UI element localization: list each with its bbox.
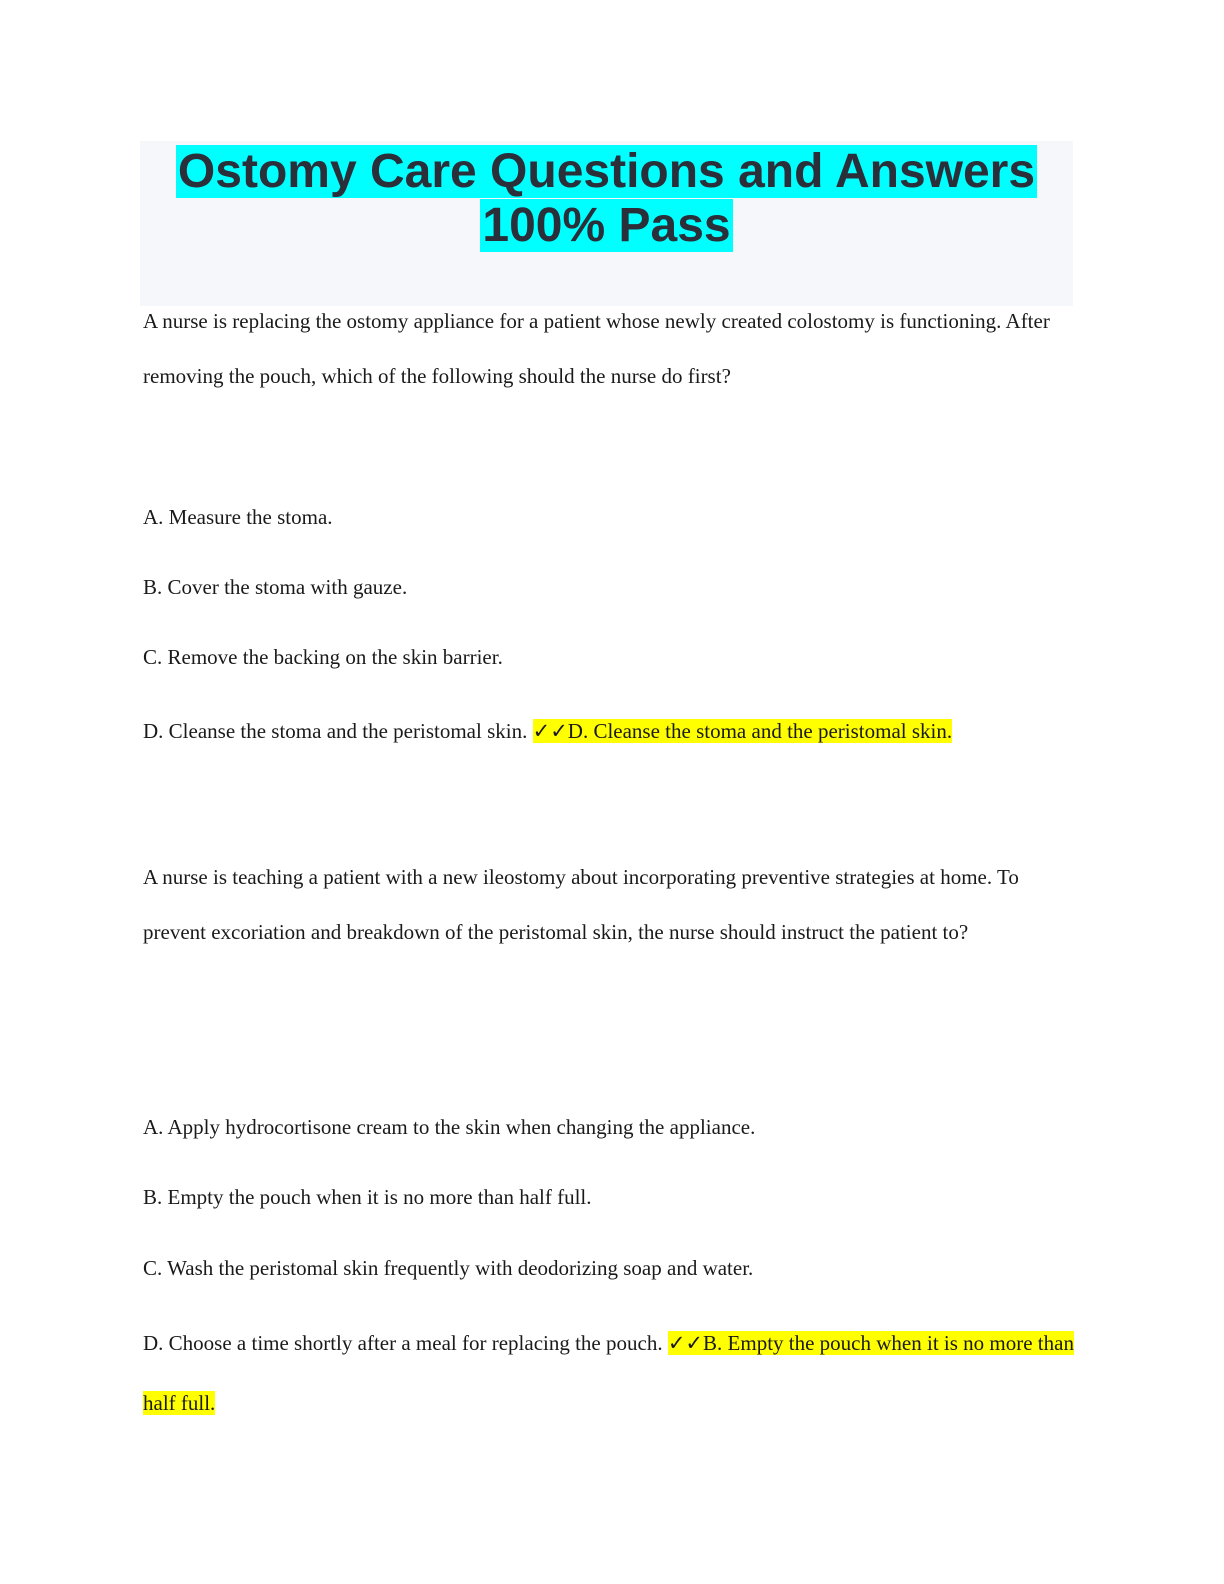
question-2-option-d: D. Choose a time shortly after a meal for replacing the pouch. [143, 1331, 663, 1355]
question-2-option-c: C. Wash the peristomal skin frequently with deodorizing soap and water. [143, 1256, 754, 1280]
question-2-prompt: A nurse is teaching a patient with a new ileostomy about incorporating preventive strategies at home. To prevent excoriation and breakdown of the peristomal skin, the nurse should instruct the patient to? [143, 865, 1019, 944]
question-2-option-d-line [143, 1313, 1083, 1433]
question-1-answer: ✓✓D. Cleanse the stoma and the peristomal skin. [532, 719, 953, 743]
question-1-option-b: B. Cover the stoma with gauze. [143, 575, 408, 599]
question-1-option-d: D. Cleanse the stoma and the peristomal skin. [143, 719, 528, 743]
question-1-option-d-line [143, 716, 952, 746]
question-2-option-a: A. Apply hydrocortisone cream to the skin when changing the appliance. [143, 1115, 756, 1139]
question-2-option-b: B. Empty the pouch when it is no more than half full. [143, 1185, 592, 1209]
document-title-box [140, 141, 1073, 306]
question-1-prompt: A nurse is replacing the ostomy appliance for a patient whose newly created colostomy is functioning. After removing the pouch, which of the following should the nurse do first? [143, 309, 1050, 388]
document-title-line-2: 100% Pass [482, 199, 731, 252]
question-2-answer: ✓✓B. Empty the pouch when it is no more than half full. [143, 1331, 1074, 1415]
document-title-line-1: Ostomy Care Questions and Answers [177, 145, 1036, 198]
question-1-option-c: C. Remove the backing on the skin barrier. [143, 645, 503, 669]
question-1-option-a: A. Measure the stoma. [143, 505, 333, 529]
